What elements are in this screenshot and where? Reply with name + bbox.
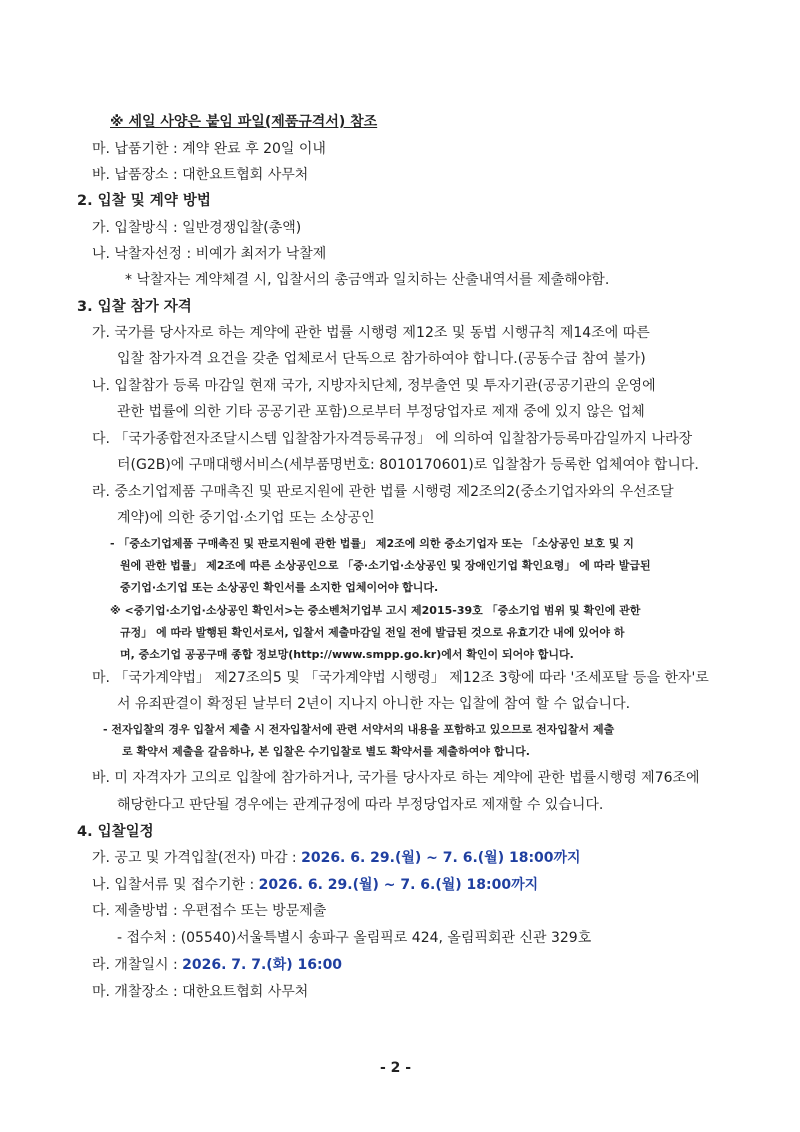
qualification-ra-line1: 라. 중소기업제품 구매촉진 및 판로지원에 관한 법률 시행령 제2조의2(중소기업자와의 우선조달 [92,484,674,500]
qualification-ra-line2: 계약)에 의한 중기업·소기업 또는 소상공인 [117,510,375,526]
qualification-na-line2: 관한 법률에 의한 기타 공공기관 포함)으로부터 부정당업자로 제재 중에 있지 않은 업체 [117,404,645,420]
qualification-ma-line2: 서 유죄판결이 확정된 날부터 2년이 지나지 아니한 자는 입찰에 참여 할 수 없습니다. [117,696,631,712]
delivery-location: 바. 납품장소 : 대한요트협회 사무처 [92,167,309,183]
qualification-ga-line1: 가. 국가를 당사자로 하는 계약에 관한 법률 시행령 제12조 및 동법 시행규칙 제14조에 따른 [92,325,650,341]
schedule-announcement: 가. 공고 및 가격입찰(전자) 마감 : 2026. 6. 29.(월) ~ 7. 6.(월) 18:00까지 [92,850,581,866]
page-number: - 2 - [380,1060,412,1076]
section-2-title: 2. 입찰 및 계약 방법 [77,193,211,209]
winner-selection: 나. 낙찰자선정 : 비예가 최저가 낙찰제 [92,246,327,262]
spec-reference-note: ※ 세일 사양은 붙임 파일(제품규격서) 참조 [110,114,378,130]
qualification-ma-line1: 마. 「국가계약법」 제27조의5 및 「국가계약법 시행령」 제12조 3항에 따라 '조세포탈 등을 한자'로 [92,670,709,686]
announcement-deadline: 2026. 6. 29.(월) ~ 7. 6.(월) 18:00까지 [301,850,581,866]
documents-deadline: 2026. 6. 29.(월) ~ 7. 6.(월) 18:00까지 [258,877,539,893]
certificate-note-line2: 규정」 에 따라 발행된 확인서로서, 입찰서 제출마감일 전일 전에 발급된 것으로 유효기간 내에 있어야 하 [120,626,625,639]
opening-datetime: 2026. 7. 7.(화) 16:00 [182,957,343,973]
opening-location: 마. 개찰장소 : 대한요트협회 사무처 [92,984,309,1000]
submission-address: - 접수처 : (05540)서울특별시 송파구 올림픽로 424, 올림픽회관 신관 329호 [117,930,592,946]
certificate-note-line1: ※ <중기업·소기업·소상공인 확인서>는 중소벤처기업부 고시 제2015-39호 「중소기업 범위 및 확인에 관한 [110,604,641,617]
qualification-da-line1: 다. 「국가종합전자조달시스템 입찰참가자격등록규정」 에 의하여 입찰참가등록마감일까지 나라장 [92,431,693,447]
submission-method: 다. 제출방법 : 우편접수 또는 방문제출 [92,903,327,919]
certificate-note-line3: 며, 중소기업 공공구매 종합 정보망(http://www.smpp.go.kr)에서 확인이 되어야 합니다. [120,648,574,661]
schedule-opening: 라. 개찰일시 : 2026. 7. 7.(화) 16:00 [92,957,343,973]
sme-note-line1: - 「중소기업제품 구매촉진 및 판로지원에 관한 법률」 제2조에 의한 중소기업자 또는 「소상공인 보호 및 지 [110,537,634,550]
section-4-title: 4. 입찰일정 [77,824,154,840]
schedule-documents: 나. 입찰서류 및 접수기한 : 2026. 6. 29.(월) ~ 7. 6.(월) 18:00까지 [92,877,539,893]
section-3-title: 3. 입찰 참가 자격 [77,299,192,315]
qualification-da-line2: 터(G2B)에 구매대행서비스(세부품명번호: 8010170601)로 입찰참가 등록한 업체여야 합니다. [117,457,699,473]
qualification-na-line1: 나. 입찰참가 등록 마감일 현재 국가, 지방자치단체, 정부출연 및 투자기관(공공기관의 운영에 [92,378,656,394]
delivery-deadline: 마. 납품기한 : 계약 완료 후 20일 이내 [92,141,326,157]
pledge-note-line2: 로 확약서 제출을 갈음하나, 본 입찰은 수기입찰로 별도 확약서를 제출하여야 합니다. [122,745,530,758]
qualification-ga-line2: 입찰 참가자격 요건을 갖춘 업체로서 단독으로 참가하여야 합니다.(공동수급 참여 불가) [117,351,646,367]
qualification-ba-line1: 바. 미 자격자가 고의로 입찰에 참가하거나, 국가를 당사자로 하는 계약에 관한 법률시행령 제76조에 [92,770,700,786]
sme-note-line3: 중기업·소기업 또는 소상공인 확인서를 소지한 업체이어야 합니다. [120,581,439,594]
pledge-note-line1: - 전자입찰의 경우 입찰서 제출 시 전자입찰서에 관련 서약서의 내용을 포함하고 있으므로 전자입찰서 제출 [103,723,615,736]
sme-note-line2: 원에 관한 법률」 제2조에 따른 소상공인으로 「중·소기업·소상공인 및 장애인기업 확인요령」 에 따라 발급된 [120,559,651,572]
bid-method: 가. 입찰방식 : 일반경쟁입찰(총액) [92,220,302,236]
winner-note: * 낙찰자는 계약체결 시, 입찰서의 총금액과 일치하는 산출내역서를 제출해야함. [125,272,610,288]
qualification-ba-line2: 해당한다고 판단될 경우에는 관계규정에 따라 부정당업자로 제재할 수 있습니다. [117,797,604,813]
